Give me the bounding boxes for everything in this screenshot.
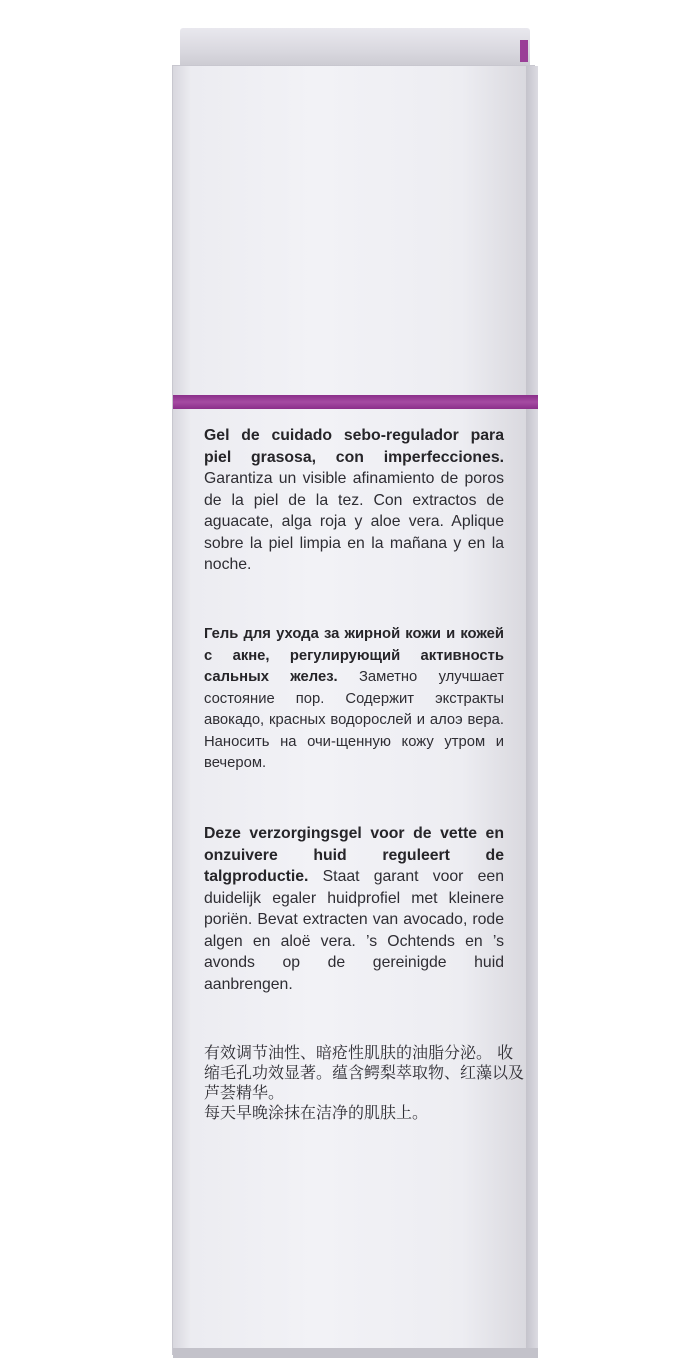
dutch-bold-heading: Deze verzorgingsgel voor de vette en onzuivere huid reguleert de talgproductie. [204, 825, 504, 885]
russian-description [204, 624, 504, 775]
dutch-body: Staat garant voor een duidelijk egaler huidprofiel met kleinere poriën. Bevat extracten van avocado, rode algen en aloë vera. ’s Ochtends en ’s avonds op de gereinigde huid aanbrengen. [204, 868, 504, 993]
box-bottom-edge [173, 1348, 538, 1358]
russian-bold-heading: Гель для ухода за жирной кожи и кожей с акне, регулирующий активность сальных желез. [204, 626, 504, 685]
chinese-description [204, 1043, 524, 1123]
spanish-body: Garantiza un visible afinamiento de poros de la piel de la tez. Con extractos de aguacate, alga roja y aloe vera. Aplique sobre la piel limpia en la mañana y en la noche. [204, 470, 504, 573]
spanish-description [204, 425, 504, 576]
box-top-flap [180, 28, 530, 70]
russian-body: Заметно улучшает состояние пор. Содержит экстракты авокадо, красных водорослей и алоэ вера. Наносить на очи-щенную кожу утром и вечером. [204, 669, 504, 771]
dutch-description [204, 823, 504, 995]
chinese-body: 有效调节油性、暗疮性肌肤的油脂分泌。 收缩毛孔功效显著。蕴含鳄梨萃取物、红藻以及芦荟精华。 [204, 1043, 525, 1102]
purple-edge-top [520, 40, 528, 62]
purple-stripe [173, 395, 538, 409]
chinese-usage: 每天早晚涂抹在洁净的肌肤上。 [204, 1103, 429, 1122]
spanish-bold-heading: Gel de cuidado sebo-regulador para piel grasosa, con imperfecciones. [204, 427, 504, 466]
box-edge-shadow [526, 66, 538, 1354]
